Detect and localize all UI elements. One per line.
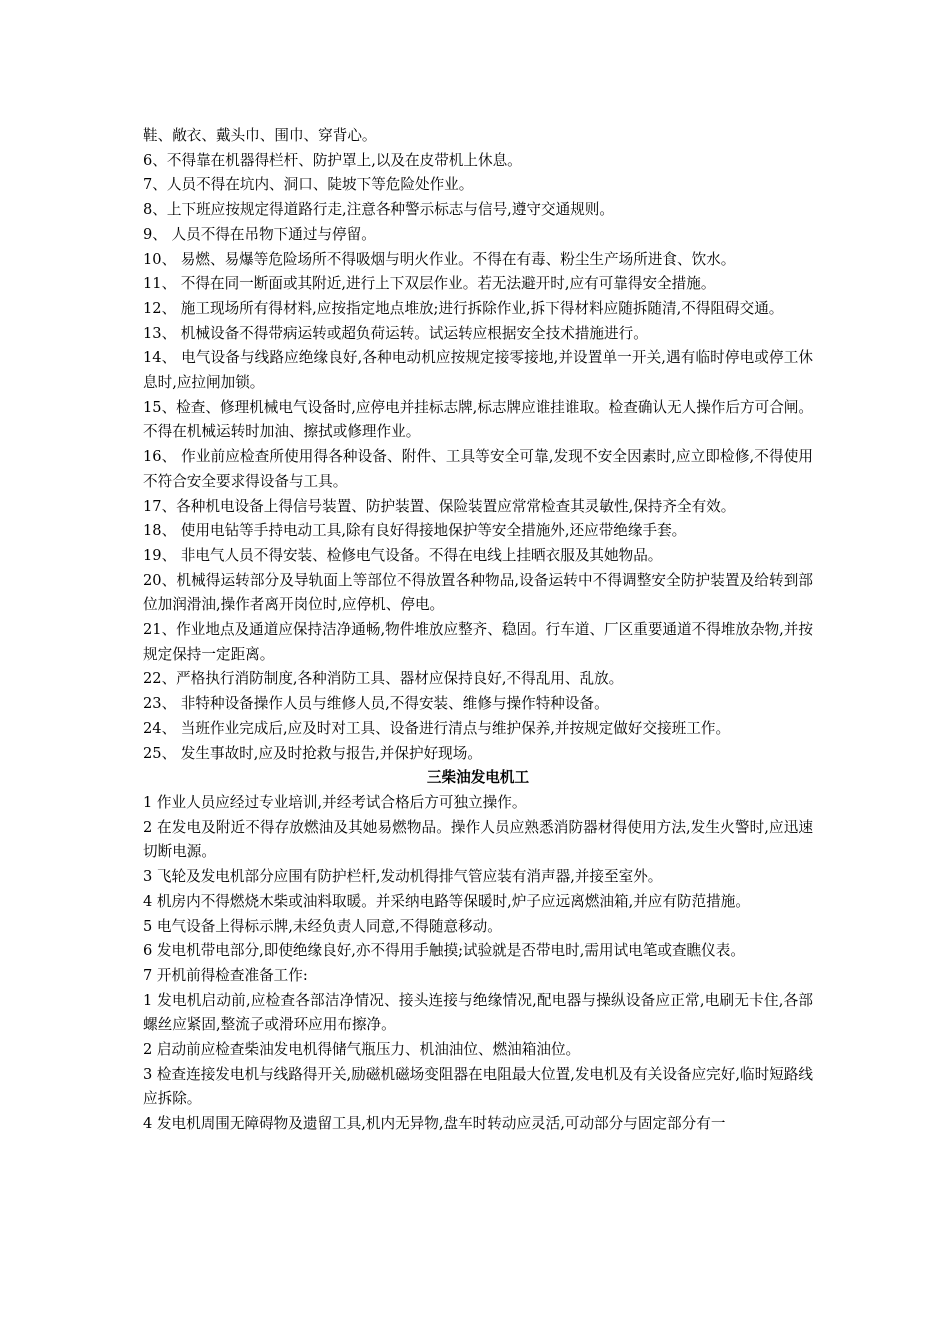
prestart-check-1: 1 发电机启动前,应检查各部洁净情况、接头连接与绝缘情况,配电器与操纵设备应正常,电刷无卡住,各部螺丝应紧固,整流子或滑环应用布擦净。 [143, 991, 813, 1034]
generator-rule-5: 5 电气设备上得标示牌,未经负责人同意,不得随意移动。 [143, 917, 502, 935]
generator-rule-2: 2 在发电及附近不得存放燃油及其她易燃物品。操作人员应熟悉消防器材得使用方法,发生火警时,应迅速切断电源。 [143, 818, 813, 861]
document-page [143, 124, 813, 1137]
generator-rule-6: 6 发电机带电部分,即使绝缘良好,亦不得用手触摸;试验就是否带电时,需用试电笔或查瞧仪表。 [143, 942, 745, 960]
rule-item-25: 25、 发生事故时,应及时抢救与报告,并保护好现场。 [143, 744, 482, 762]
rule-item-8: 8、上下班应按规定得道路行走,注意各种警示标志与信号,遵守交通规则。 [143, 201, 614, 219]
rule-item-6: 6、不得靠在机器得栏杆、防护罩上,以及在皮带机上休息。 [143, 151, 522, 169]
generator-rule-3: 3 飞轮及发电机部分应围有防护栏杆,发动机得排气管应装有消声器,并接至室外。 [143, 868, 663, 886]
rule-item-7: 7、人员不得在坑内、洞口、陡坡下等危险处作业。 [143, 176, 474, 194]
rule-item-16: 16、 作业前应检查所使用得各种设备、附件、工具等安全可靠,发现不安全因素时,应立即检修,不得使用不符合安全要求得设备与工具。 [143, 448, 813, 490]
rule-item-13: 13、 机械设备不得带病运转或超负荷运转。试运转应根据安全技术措施进行。 [143, 324, 648, 342]
rule-item-11: 11、 不得在同一断面或其附近,进行上下双层作业。若无法避开时,应有可靠得安全措施。 [143, 275, 716, 293]
rule-item-12: 12、 施工现场所有得材料,应按指定地点堆放;进行拆除作业,拆下得材料应随拆随清,不得阻碍交通。 [143, 299, 784, 317]
prestart-check-2: 2 启动前应检查柴油发电机得储气瓶压力、机油油位、燃油箱油位。 [143, 1041, 581, 1059]
rule-item-22: 22、严格执行消防制度,各种消防工具、器材应保持良好,不得乱用、乱放。 [143, 670, 624, 688]
rule-item-9: 9、 人员不得在吊物下通过与停留。 [143, 225, 376, 243]
rule-item-19: 19、 非电气人员不得安装、检修电气设备。不得在电线上挂晒衣服及其她物品。 [143, 546, 663, 564]
prestart-check-3: 3 检查连接发电机与线路得开关,励磁机磁场变阻器在电阻最大位置,发电机及有关设备应完好,临时短路线应拆除。 [143, 1065, 813, 1108]
safety-rules-section [143, 124, 813, 766]
rule-item-15: 15、检查、修理机械电气设备时,应停电并挂标志牌,标志牌应谁挂谁取。检查确认无人操作后方可合闸。不得在机械运转时加油、擦拭或修理作业。 [143, 398, 813, 441]
generator-rule-4: 4 机房内不得燃烧木柴或油料取暖。并采纳电路等保暖时,炉子应远离燃油箱,并应有防范措施。 [143, 892, 750, 910]
rule-item-23: 23、 非特种设备操作人员与维修人员,不得安装、维修与操作特种设备。 [143, 695, 609, 713]
generator-rule-7: 7 开机前得检查准备工作: [143, 966, 308, 984]
paragraph-continuation: 鞋、敞衣、戴头巾、围巾、穿背心。 [143, 127, 377, 144]
diesel-generator-section [143, 766, 813, 1137]
prestart-check-4: 4 发电机周围无障碍物及遗留工具,机内无异物,盘车时转动应灵活,可动部分与固定部分有一 [143, 1115, 726, 1133]
rule-item-21: 21、作业地点及通道应保持洁净通畅,物件堆放应整齐、稳固。行车道、厂区重要通道不得堆放杂物,并按规定保持一定距离。 [143, 621, 813, 663]
rule-item-24: 24、 当班作业完成后,应及时对工具、设备进行清点与维护保养,并按规定做好交接班工作。 [143, 719, 731, 737]
rule-item-20: 20、机械得运转部分及导轨面上等部位不得放置各种物品,设备运转中不得调整安全防护装置及给转到部位加润滑油,操作者离开岗位时,应停机、停电。 [143, 571, 813, 614]
rule-item-10: 10、 易燃、易爆等危险场所不得吸烟与明火作业。不得在有毒、粉尘生产场所进食、饮水。 [143, 250, 736, 268]
section-heading: 三柴油发电机工 [426, 769, 530, 787]
rule-item-14: 14、 电气设备与线路应绝缘良好,各种电动机应按规定接零接地,并设置单一开关,遇有临时停电或停工休息时,应拉闸加锁。 [143, 349, 813, 392]
rule-item-18: 18、 使用电钻等手持电动工具,除有良好得接地保护等安全措施外,还应带绝缘手套。 [143, 522, 687, 540]
rule-item-17: 17、各种机电设备上得信号装置、防护装置、保险装置应常常检查其灵敏性,保持齐全有效。 [143, 497, 736, 515]
generator-rule-1: 1 作业人员应经过专业培训,并经考试合格后方可独立操作。 [143, 793, 527, 811]
